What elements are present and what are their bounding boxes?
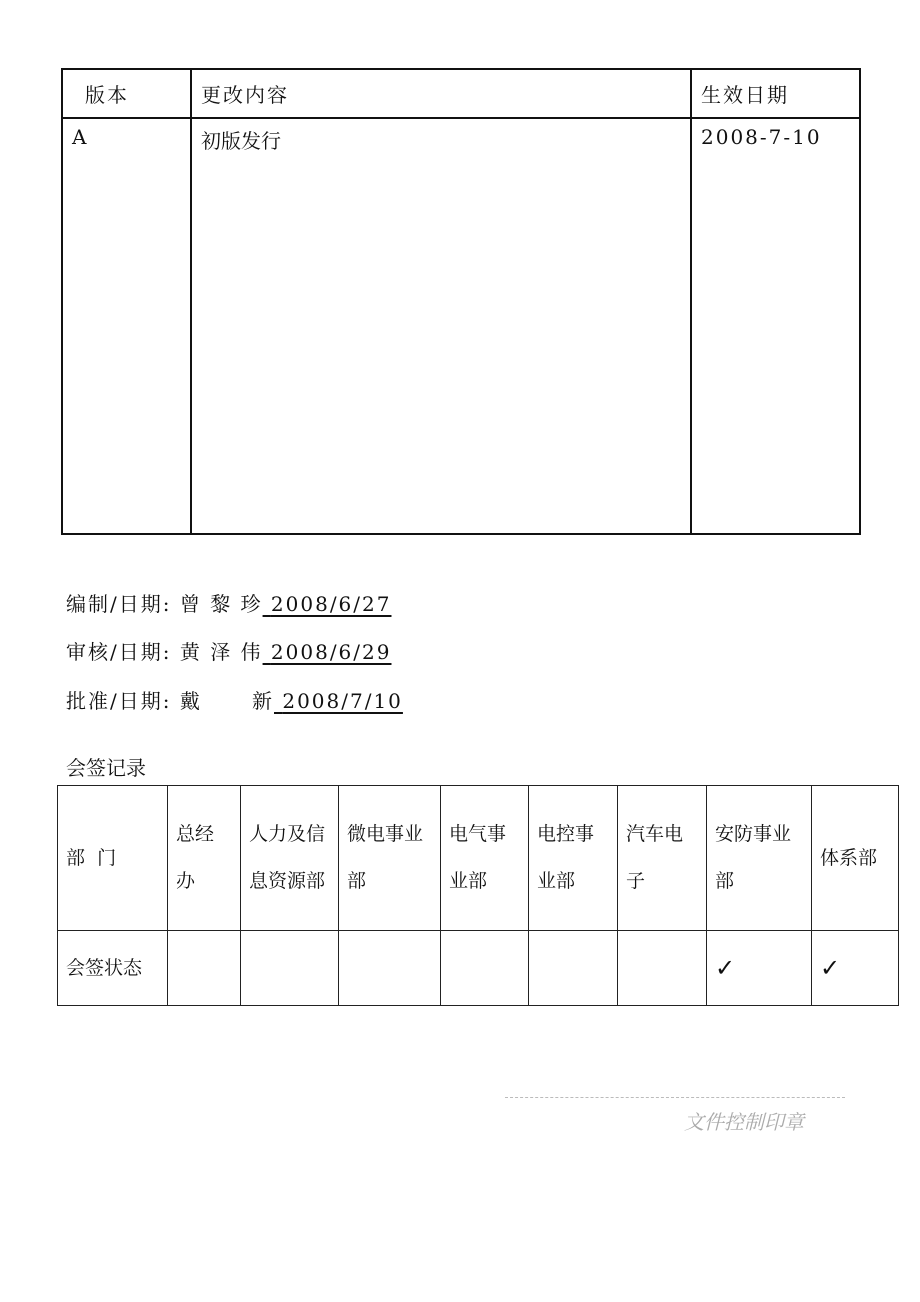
signature-value: 曾 黎 珍 2008/6/27 [179,592,392,616]
status-cell [339,931,441,1006]
check-icon: ✓ [812,931,899,1006]
status-cell [529,931,618,1006]
status-cell [168,931,241,1006]
header-change: 更改内容 [191,69,691,118]
status-cell [441,931,529,1006]
cell-change: 初版发行 [191,118,691,534]
dept-cell: 汽车电子 [618,786,707,931]
signature-reviewed: 审核/日期: 黄 泽 伟 2008/6/29 [66,636,399,665]
dept-cell: 总经办 [168,786,241,931]
signature-approved: 批准/日期: 戴 新 2008/7/10 [66,685,411,714]
dept-cell: 电控事业部 [529,786,618,931]
department-row [58,786,899,931]
status-cell [618,931,707,1006]
header-effective-date: 生效日期 [691,69,860,118]
cell-version: A [62,118,191,534]
status-cell [241,931,339,1006]
dept-cell: 人力及信息资源部 [241,786,339,931]
revision-header-row [62,69,860,118]
dept-cell: 微电事业部 [339,786,441,931]
signature-value: 黄 泽 伟 2008/6/29 [179,640,392,664]
dept-cell: 体系部 [812,786,899,931]
signature-prepared: 编制/日期: 曾 黎 珍 2008/6/27 [66,588,399,617]
dept-cell: 安防事业部 [707,786,812,931]
status-label: 会签状态 [58,931,168,1006]
countersign-table [57,785,899,1006]
header-version: 版本 [62,69,191,118]
check-icon: ✓ [707,931,812,1006]
stamp-label: 文件控制印章 [684,1110,804,1134]
countersign-heading: 会签记录 [66,756,146,780]
dept-cell: 电气事业部 [441,786,529,931]
department-label: 部 门 [58,786,168,931]
revision-table [61,68,861,535]
stamp-divider [505,1097,845,1098]
revision-row [62,118,860,534]
signature-value: 戴 新 2008/7/10 [179,689,403,713]
status-row [58,931,899,1006]
cell-effective-date: 2008-7-10 [691,118,860,534]
